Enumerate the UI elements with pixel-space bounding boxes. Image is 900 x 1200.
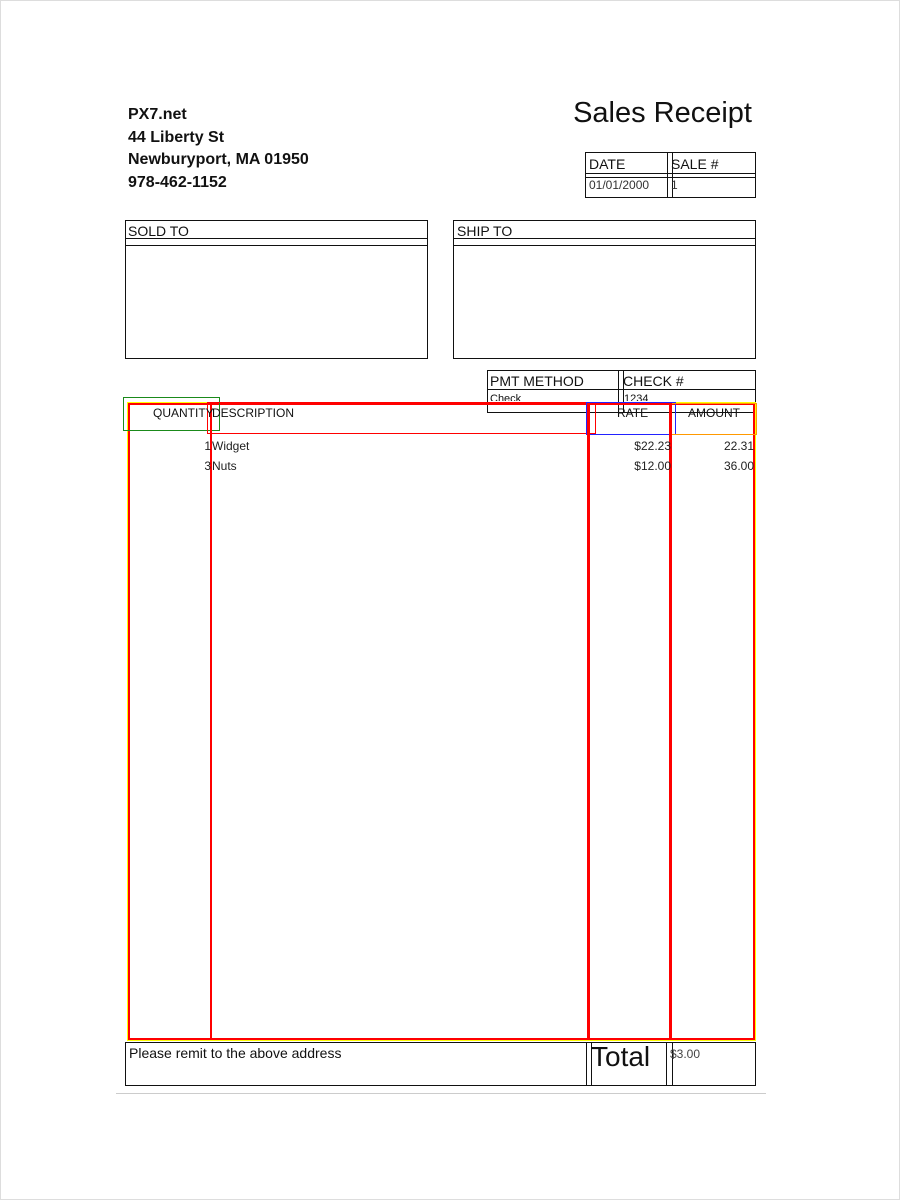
row-description: Widget: [212, 439, 250, 453]
total-label: Total: [591, 1041, 651, 1072]
company-street: 44 Liberty St: [128, 128, 225, 146]
company-city: Newburyport, MA 01950: [128, 151, 309, 168]
table-row: [1, 439, 900, 459]
company-address: [128, 104, 309, 194]
date-value: 01/01/2000: [589, 178, 650, 192]
company-phone: 978-462-1152: [128, 173, 227, 191]
description-header: DESCRIPTION: [212, 406, 295, 420]
row-quantity: 1: [204, 439, 211, 453]
row-amount: 36.00: [723, 459, 754, 473]
check-number-label: CHECK #: [623, 373, 684, 389]
page-divider: [116, 1093, 766, 1094]
check-number-value: 1234: [624, 393, 649, 401]
payment-method-value: Check: [490, 393, 522, 401]
amount-header: AMOUNT: [688, 406, 740, 420]
ship-to-label: SHIP TO: [457, 223, 513, 239]
row-amount: 22.31: [723, 439, 754, 453]
rate-header: RATE: [617, 406, 649, 420]
sold-to-label: SOLD TO: [128, 223, 189, 239]
row-rate: $12.00: [634, 459, 671, 473]
sale-number-label: SALE #: [671, 156, 719, 172]
quantity-header: QUANTITY: [153, 406, 214, 420]
company-name: PX7.net: [128, 106, 187, 123]
sale-number-value: 1: [671, 178, 678, 192]
line-items: [1, 439, 900, 479]
ship-to-box: [453, 220, 756, 359]
row-rate: $22.23: [634, 439, 671, 453]
document-title: Sales Receipt: [573, 97, 752, 129]
table-row: [1, 459, 900, 479]
row-description: Nuts: [212, 459, 237, 473]
remit-note: Please remit to the above address: [129, 1045, 342, 1061]
row-quantity: 3: [204, 459, 211, 473]
payment-method-label: PMT METHOD: [490, 373, 584, 389]
items-table-outline: [128, 403, 755, 1040]
date-label: DATE: [589, 156, 626, 172]
total-value: $3.00: [670, 1047, 701, 1061]
sold-to-box: [125, 220, 428, 359]
